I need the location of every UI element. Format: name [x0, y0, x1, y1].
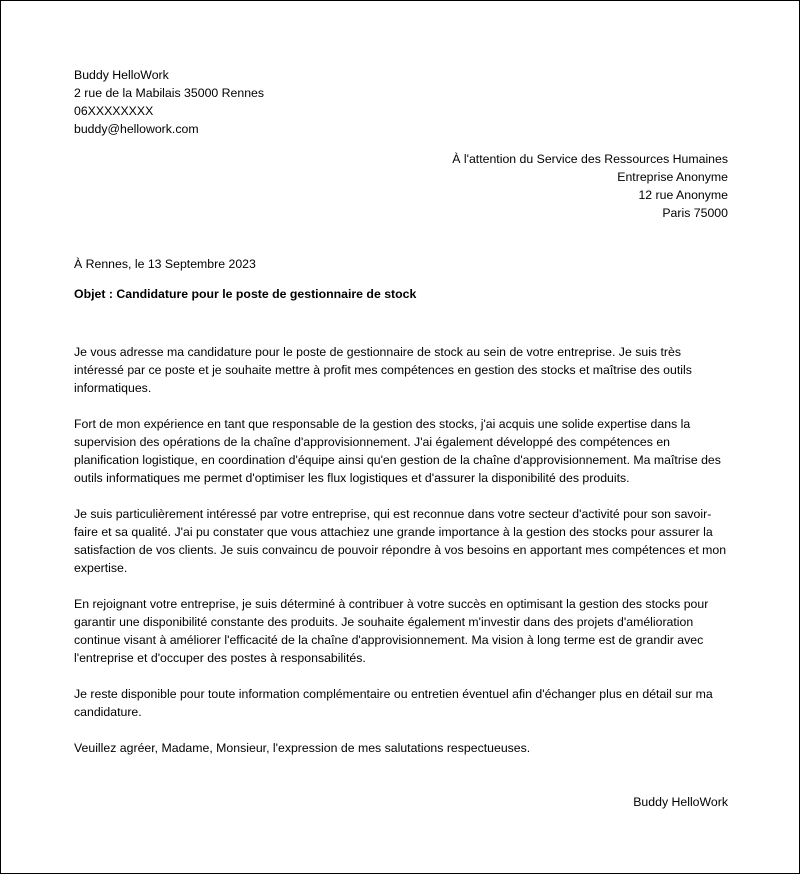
body-paragraph-intro: Je vous adresse ma candidature pour le poste de gestionnaire de stock au sein de votre entreprise. Je suis très intéressé par ce poste et je souhaite mettre à profit mes compétences en gestion des stocks et maîtrise des outils informatiques.	[74, 345, 692, 395]
sender-email: buddy@hellowork.com	[74, 122, 199, 136]
sender-name: Buddy HelloWork	[74, 68, 169, 82]
subject-line: Objet : Candidature pour le poste de gestionnaire de stock	[74, 287, 417, 301]
sender-block	[74, 66, 734, 138]
sender-phone: 06XXXXXXXX	[74, 104, 154, 118]
body-paragraph-motivation: En rejoignant votre entreprise, je suis déterminé à contribuer à votre succès en optimisant la gestion des stocks pour garantir une disponibilité constante des produits. Je souhaite également m'investir dans des projets d'amélioration continue visant à améliorer l'efficacité de la chaîne d'approvisionnement. Ma vision à long terme est de grandir avec l'entreprise et d'occuper des postes à responsabilités.	[74, 597, 709, 665]
recipient-attention: À l'attention du Service des Ressources Humaines	[452, 152, 728, 166]
recipient-company: Entreprise Anonyme	[617, 170, 728, 184]
body-paragraph-closing: Veuillez agréer, Madame, Monsieur, l'expression de mes salutations respectueuses.	[74, 741, 531, 755]
body-paragraph-experience: Fort de mon expérience en tant que responsable de la gestion des stocks, j'ai acquis une solide expertise dans la supervision des opérations de la chaîne d'approvisionnement. J'ai également développé des compétences en planification logistique, en coordination d'équipe ainsi qu'en gestion de la chaîne d'approvisionnement. Ma maîtrise des outils informatiques me permet d'optimiser les flux logistiques et d'assurer la disponibilité des produits.	[74, 417, 721, 485]
sender-address: 2 rue de la Mabilais 35000 Rennes	[74, 86, 265, 100]
recipient-block	[301, 150, 728, 222]
body-paragraph-company: Je suis particulièrement intéressé par votre entreprise, qui est reconnue dans votre secteur d'activité pour son savoir-faire et sa qualité. J'ai pu constater que vous attachiez une grande importance à la gestion des stocks pour assurer la satisfaction de vos clients. Je suis convaincu de pouvoir répondre à vos besoins en apportant mes compétences et mon expertise.	[74, 507, 727, 575]
signature: Buddy HelloWork	[633, 795, 728, 809]
recipient-street: 12 rue Anonyme	[638, 188, 728, 202]
letter-body	[74, 343, 734, 775]
recipient-city: Paris 75000	[662, 206, 728, 220]
date-line: À Rennes, le 13 Septembre 2023	[74, 257, 256, 271]
body-paragraph-availability: Je reste disponible pour toute information complémentaire ou entretien éventuel afin d'échanger plus en détail sur ma candidature.	[74, 687, 713, 719]
